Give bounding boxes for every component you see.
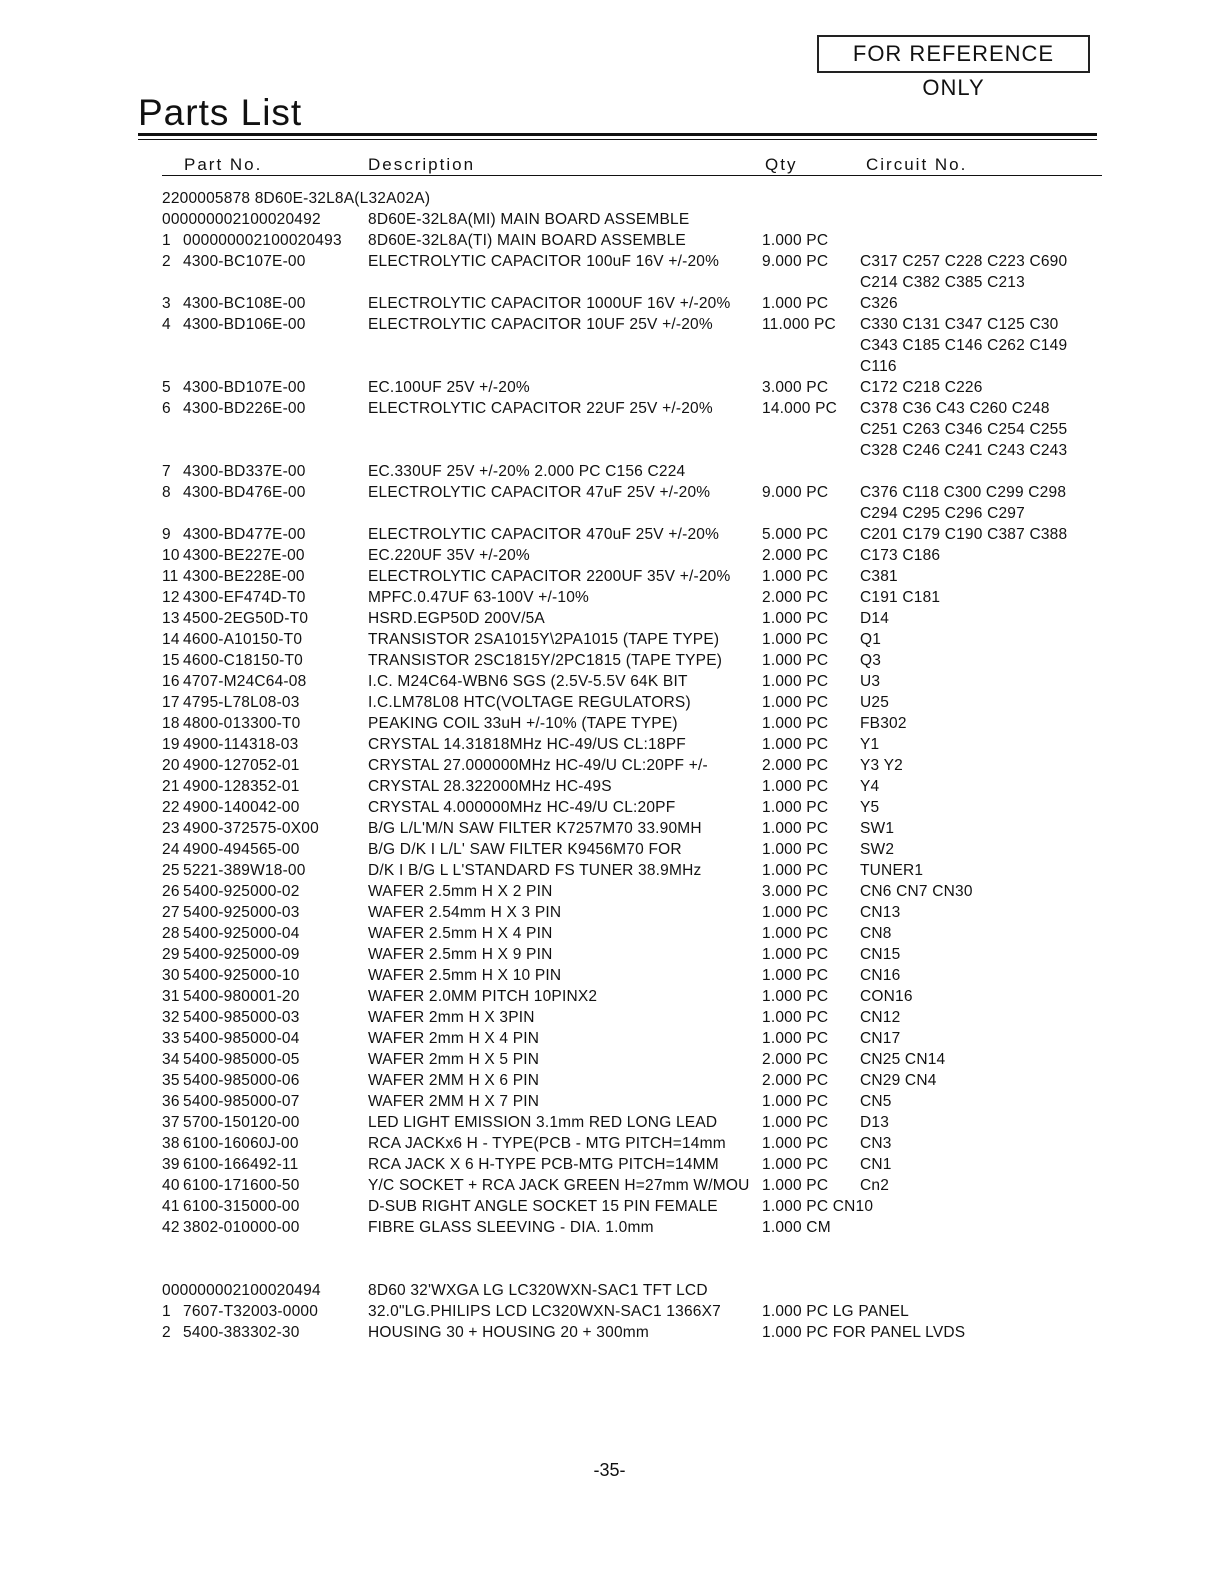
description: EC.100UF 25V +/-20% bbox=[368, 379, 530, 396]
quantity: 1.000 PC bbox=[762, 1030, 829, 1047]
row-number: 34 bbox=[162, 1051, 180, 1068]
circuit-number: C191 C181 bbox=[860, 589, 941, 606]
description: RCA JACK X 6 H-TYPE PCB-MTG PITCH=14MM bbox=[368, 1156, 719, 1173]
table-row bbox=[0, 1154, 1219, 1175]
quantity: 1.000 PC bbox=[762, 778, 829, 795]
row-number: 9 bbox=[162, 526, 171, 543]
quantity: 1.000 PC bbox=[762, 988, 829, 1005]
circuit-number: C294 C295 C296 C297 bbox=[860, 505, 1025, 522]
table-row bbox=[0, 650, 1219, 671]
description: I.C.LM78L08 HTC(VOLTAGE REGULATORS) bbox=[368, 694, 691, 711]
quantity: 1.000 PC bbox=[762, 820, 829, 837]
table-row bbox=[0, 461, 1219, 482]
table-row bbox=[0, 986, 1219, 1007]
circuit-number: TUNER1 bbox=[860, 862, 924, 879]
circuit-number: D14 bbox=[860, 610, 890, 627]
description: TRANSISTOR 2SC1815Y/2PC1815 (TAPE TYPE) bbox=[368, 652, 723, 669]
table-row bbox=[0, 503, 1219, 524]
row-number: 000000002100020494 bbox=[162, 1282, 321, 1299]
description: WAFER 2mm H X 5 PIN bbox=[368, 1051, 540, 1068]
circuit-number: Y5 bbox=[860, 799, 880, 816]
part-number: 5400-985000-06 bbox=[183, 1072, 300, 1089]
circuit-number: CN1 bbox=[860, 1156, 892, 1173]
part-number: 4300-BC108E-00 bbox=[183, 295, 306, 312]
table-row bbox=[0, 902, 1219, 923]
description: ELECTROLYTIC CAPACITOR 22UF 25V +/-20% bbox=[368, 400, 713, 417]
quantity: 2.000 PC bbox=[762, 1051, 829, 1068]
part-number: 6100-171600-50 bbox=[183, 1177, 300, 1194]
table-row bbox=[0, 251, 1219, 272]
circuit-number: CN13 bbox=[860, 904, 901, 921]
quantity: 14.000 PC bbox=[762, 400, 838, 417]
quantity: 1.000 PC bbox=[762, 1114, 829, 1131]
circuit-number: C317 C257 C228 C223 C690 bbox=[860, 253, 1068, 270]
description: TRANSISTOR 2SA1015Y\2PA1015 (TAPE TYPE) bbox=[368, 631, 720, 648]
description: WAFER 2MM H X 7 PIN bbox=[368, 1093, 540, 1110]
quantity: 1.000 PC CN10 bbox=[762, 1198, 874, 1215]
description: 8D60E-32L8A(MI) MAIN BOARD ASSEMBLE bbox=[368, 211, 690, 228]
part-number: 7607-T32003-0000 bbox=[183, 1303, 319, 1320]
description: HOUSING 30 + HOUSING 20 + 300mm bbox=[368, 1324, 649, 1341]
table-row bbox=[0, 1028, 1219, 1049]
circuit-number: Cn2 bbox=[860, 1177, 890, 1194]
quantity: 1.000 CM bbox=[762, 1219, 831, 1236]
table-row bbox=[0, 797, 1219, 818]
table-row bbox=[0, 209, 1219, 230]
description: WAFER 2.54mm H X 3 PIN bbox=[368, 904, 562, 921]
row-number: 42 bbox=[162, 1219, 180, 1236]
description: D/K I B/G L L'STANDARD FS TUNER 38.9MHz bbox=[368, 862, 702, 879]
row-number: 38 bbox=[162, 1135, 180, 1152]
circuit-number: Y4 bbox=[860, 778, 880, 795]
table-row bbox=[0, 545, 1219, 566]
row-number: 31 bbox=[162, 988, 180, 1005]
description: 32.0"LG.PHILIPS LCD LC320WXN-SAC1 1366X7 bbox=[368, 1303, 721, 1320]
part-number: 4300-BC107E-00 bbox=[183, 253, 306, 270]
part-number: 4300-BD226E-00 bbox=[183, 400, 306, 417]
description: 8D60 32'WXGA LG LC320WXN-SAC1 TFT LCD bbox=[368, 1282, 708, 1299]
part-number: 4795-L78L08-03 bbox=[183, 694, 300, 711]
part-number: 6100-16060J-00 bbox=[183, 1135, 299, 1152]
row-number: 29 bbox=[162, 946, 180, 963]
table-row bbox=[0, 1196, 1219, 1217]
quantity: 9.000 PC bbox=[762, 253, 829, 270]
quantity: 5.000 PC bbox=[762, 526, 829, 543]
description: EC.330UF 25V +/-20% 2.000 PC C156 C224 bbox=[368, 463, 686, 480]
column-headers bbox=[162, 155, 1102, 176]
description: FIBRE GLASS SLEEVING - DIA. 1.0mm bbox=[368, 1219, 654, 1236]
header-part-no: Part No. bbox=[184, 155, 263, 174]
row-heading: 2200005878 8D60E-32L8A(L32A02A) bbox=[162, 190, 431, 207]
table-row bbox=[0, 419, 1219, 440]
table-row bbox=[0, 671, 1219, 692]
row-number: 26 bbox=[162, 883, 180, 900]
description: I.C. M24C64-WBN6 SGS (2.5V-5.5V 64K BIT bbox=[368, 673, 688, 690]
circuit-number: U3 bbox=[860, 673, 881, 690]
part-number: 4600-C18150-T0 bbox=[183, 652, 303, 669]
row-number: 32 bbox=[162, 1009, 180, 1026]
page-number: -35- bbox=[593, 1460, 626, 1480]
circuit-number: CN12 bbox=[860, 1009, 901, 1026]
description: ELECTROLYTIC CAPACITOR 47uF 25V +/-20% bbox=[368, 484, 711, 501]
part-number: 4300-BD107E-00 bbox=[183, 379, 306, 396]
table-row bbox=[0, 272, 1219, 293]
description: Y/C SOCKET + RCA JACK GREEN H=27mm W/MOU bbox=[368, 1177, 750, 1194]
quantity: 1.000 PC bbox=[762, 1156, 829, 1173]
description: PEAKING COIL 33uH +/-10% (TAPE TYPE) bbox=[368, 715, 678, 732]
circuit-number: C330 C131 C347 C125 C30 bbox=[860, 316, 1059, 333]
description: CRYSTAL 14.31818MHz HC-49/US CL:18PF bbox=[368, 736, 686, 753]
part-number: 3802-010000-00 bbox=[183, 1219, 300, 1236]
quantity: 1.000 PC bbox=[762, 967, 829, 984]
part-number: 4900-494565-00 bbox=[183, 841, 300, 858]
circuit-number: C376 C118 C300 C299 C298 bbox=[860, 484, 1067, 501]
description: WAFER 2.5mm H X 4 PIN bbox=[368, 925, 553, 942]
circuit-number: CN3 bbox=[860, 1135, 892, 1152]
part-number: 4500-2EG50D-T0 bbox=[183, 610, 309, 627]
circuit-number: Q3 bbox=[860, 652, 882, 669]
circuit-number: C378 C36 C43 C260 C248 bbox=[860, 400, 1050, 417]
part-number: 4900-114318-03 bbox=[183, 736, 299, 753]
quantity: 2.000 PC bbox=[762, 589, 829, 606]
description: ELECTROLYTIC CAPACITOR 100uF 16V +/-20% bbox=[368, 253, 720, 270]
description: CRYSTAL 4.000000MHz HC-49/U CL:20PF bbox=[368, 799, 676, 816]
quantity: 1.000 PC bbox=[762, 631, 829, 648]
row-number: 25 bbox=[162, 862, 180, 879]
quantity: 2.000 PC bbox=[762, 1072, 829, 1089]
circuit-number: CN15 bbox=[860, 946, 901, 963]
description: 8D60E-32L8A(TI) MAIN BOARD ASSEMBLE bbox=[368, 232, 686, 249]
part-number: 5400-925000-02 bbox=[183, 883, 300, 900]
table-row bbox=[0, 818, 1219, 839]
table-row bbox=[0, 755, 1219, 776]
table-row bbox=[0, 839, 1219, 860]
quantity: 1.000 PC bbox=[762, 1093, 829, 1110]
row-number: 37 bbox=[162, 1114, 180, 1131]
part-number: 5700-150120-00 bbox=[183, 1114, 300, 1131]
description: ELECTROLYTIC CAPACITOR 2200UF 35V +/-20% bbox=[368, 568, 731, 585]
circuit-number: C251 C263 C346 C254 C255 bbox=[860, 421, 1068, 438]
row-number: 12 bbox=[162, 589, 180, 606]
row-number: 8 bbox=[162, 484, 171, 501]
description: D-SUB RIGHT ANGLE SOCKET 15 PIN FEMALE bbox=[368, 1198, 718, 1215]
circuit-number: C116 bbox=[860, 358, 897, 375]
table-row bbox=[0, 440, 1219, 461]
part-number: 4300-BE228E-00 bbox=[183, 568, 305, 585]
quantity: 1.000 PC bbox=[762, 736, 829, 753]
table-row bbox=[0, 860, 1219, 881]
row-number: 40 bbox=[162, 1177, 180, 1194]
description: ELECTROLYTIC CAPACITOR 470uF 25V +/-20% bbox=[368, 526, 720, 543]
row-number: 4 bbox=[162, 316, 171, 333]
description: ELECTROLYTIC CAPACITOR 1000UF 16V +/-20% bbox=[368, 295, 731, 312]
part-number: 4300-BE227E-00 bbox=[183, 547, 305, 564]
part-number: 5400-925000-04 bbox=[183, 925, 300, 942]
part-number: 5400-925000-09 bbox=[183, 946, 300, 963]
circuit-number: C201 C179 C190 C387 C388 bbox=[860, 526, 1068, 543]
description: ELECTROLYTIC CAPACITOR 10UF 25V +/-20% bbox=[368, 316, 713, 333]
table-row bbox=[0, 776, 1219, 797]
table-row bbox=[0, 230, 1219, 251]
circuit-number: SW2 bbox=[860, 841, 895, 858]
quantity: 1.000 PC bbox=[762, 904, 829, 921]
part-number: 5400-383302-30 bbox=[183, 1324, 300, 1341]
table-row bbox=[0, 734, 1219, 755]
table-row bbox=[0, 1217, 1219, 1238]
table-row bbox=[0, 881, 1219, 902]
part-number: 6100-166492-11 bbox=[183, 1156, 299, 1173]
page-title: Parts List bbox=[138, 92, 303, 133]
circuit-number: C343 C185 C146 C262 C149 bbox=[860, 337, 1068, 354]
row-number: 2 bbox=[162, 1324, 171, 1341]
table-row bbox=[0, 1070, 1219, 1091]
part-number: 000000002100020493 bbox=[183, 232, 342, 249]
circuit-number: CN6 CN7 CN30 bbox=[860, 883, 973, 900]
row-number: 14 bbox=[162, 631, 180, 648]
quantity: 1.000 PC bbox=[762, 1135, 829, 1152]
circuit-number: CN17 bbox=[860, 1030, 901, 1047]
part-number: 5400-985000-05 bbox=[183, 1051, 300, 1068]
description: LED LIGHT EMISSION 3.1mm RED LONG LEAD bbox=[368, 1114, 718, 1131]
circuit-number: SW1 bbox=[860, 820, 895, 837]
table-row bbox=[0, 524, 1219, 545]
table-row bbox=[0, 944, 1219, 965]
row-number: 21 bbox=[162, 778, 180, 795]
circuit-number: CN25 CN14 bbox=[860, 1051, 946, 1068]
title-rule-thick bbox=[138, 133, 1097, 136]
row-number: 5 bbox=[162, 379, 171, 396]
table-row bbox=[0, 1280, 1219, 1301]
description: CRYSTAL 28.322000MHz HC-49S bbox=[368, 778, 612, 795]
table-row bbox=[0, 356, 1219, 377]
description: RCA JACKx6 H - TYPE(PCB - MTG PITCH=14mm bbox=[368, 1135, 726, 1152]
part-number: 4300-BD476E-00 bbox=[183, 484, 306, 501]
row-number: 39 bbox=[162, 1156, 180, 1173]
table-row bbox=[0, 1301, 1219, 1322]
description: EC.220UF 35V +/-20% bbox=[368, 547, 530, 564]
row-number: 23 bbox=[162, 820, 180, 837]
part-number: 5400-985000-07 bbox=[183, 1093, 300, 1110]
quantity: 2.000 PC bbox=[762, 547, 829, 564]
quantity: 3.000 PC bbox=[762, 379, 829, 396]
table-row bbox=[0, 713, 1219, 734]
description: CRYSTAL 27.000000MHz HC-49/U CL:20PF +/- bbox=[368, 757, 708, 774]
row-number: 24 bbox=[162, 841, 180, 858]
table-row bbox=[0, 965, 1219, 986]
table-row bbox=[0, 188, 1219, 209]
table-row bbox=[0, 482, 1219, 503]
quantity: 1.000 PC bbox=[762, 295, 829, 312]
row-number: 6 bbox=[162, 400, 171, 417]
row-number: 19 bbox=[162, 736, 180, 753]
circuit-number: FB302 bbox=[860, 715, 907, 732]
circuit-number: CN29 CN4 bbox=[860, 1072, 937, 1089]
row-number: 27 bbox=[162, 904, 180, 921]
table-row bbox=[0, 566, 1219, 587]
description: B/G D/K I L/L' SAW FILTER K9456M70 FOR bbox=[368, 841, 682, 858]
part-number: 4300-BD477E-00 bbox=[183, 526, 306, 543]
row-number: 7 bbox=[162, 463, 171, 480]
circuit-number: C328 C246 C241 C243 C243 bbox=[860, 442, 1068, 459]
part-number: 5400-985000-04 bbox=[183, 1030, 300, 1047]
description: WAFER 2.0MM PITCH 10PINX2 bbox=[368, 988, 598, 1005]
quantity: 1.000 PC bbox=[762, 841, 829, 858]
part-number: 4900-128352-01 bbox=[183, 778, 300, 795]
table-row bbox=[0, 629, 1219, 650]
description: WAFER 2mm H X 3PIN bbox=[368, 1009, 535, 1026]
row-number: 1 bbox=[162, 1303, 171, 1320]
header-circuit-no: Circuit No. bbox=[866, 155, 968, 174]
quantity: 1.000 PC bbox=[762, 652, 829, 669]
quantity: 1.000 PC bbox=[762, 673, 829, 690]
part-number: 4600-A10150-T0 bbox=[183, 631, 303, 648]
description: B/G L/L'M/N SAW FILTER K7257M70 33.90MH bbox=[368, 820, 702, 837]
table-row bbox=[0, 1091, 1219, 1112]
row-number: 000000002100020492 bbox=[162, 211, 321, 228]
row-number: 13 bbox=[162, 610, 180, 627]
quantity: 1.000 PC bbox=[762, 946, 829, 963]
row-number: 3 bbox=[162, 295, 171, 312]
table-row bbox=[0, 377, 1219, 398]
quantity: 9.000 PC bbox=[762, 484, 829, 501]
part-number: 5400-925000-03 bbox=[183, 904, 300, 921]
description: WAFER 2MM H X 6 PIN bbox=[368, 1072, 540, 1089]
quantity: 1.000 PC bbox=[762, 1009, 829, 1026]
table-row bbox=[0, 1049, 1219, 1070]
quantity: 1.000 PC bbox=[762, 925, 829, 942]
table-row bbox=[0, 692, 1219, 713]
reference-stamp: FOR REFERENCE ONLY bbox=[817, 35, 1090, 73]
header-description: Description bbox=[368, 155, 476, 174]
table-row bbox=[0, 923, 1219, 944]
row-number: 20 bbox=[162, 757, 180, 774]
part-number: 4800-013300-T0 bbox=[183, 715, 301, 732]
circuit-number: Y3 Y2 bbox=[860, 757, 903, 774]
quantity: 1.000 PC FOR PANEL LVDS bbox=[762, 1324, 966, 1341]
description: WAFER 2.5mm H X 2 PIN bbox=[368, 883, 553, 900]
quantity: 1.000 PC bbox=[762, 799, 829, 816]
part-number: 5400-925000-10 bbox=[183, 967, 300, 984]
circuit-number: D13 bbox=[860, 1114, 890, 1131]
row-number: 22 bbox=[162, 799, 180, 816]
part-number: 4900-127052-01 bbox=[183, 757, 300, 774]
quantity: 1.000 PC bbox=[762, 232, 829, 249]
quantity: 1.000 PC bbox=[762, 862, 829, 879]
table-row bbox=[0, 1007, 1219, 1028]
part-number: 4300-BD106E-00 bbox=[183, 316, 306, 333]
quantity: 3.000 PC bbox=[762, 883, 829, 900]
quantity: 1.000 PC bbox=[762, 694, 829, 711]
quantity: 1.000 PC bbox=[762, 1177, 829, 1194]
row-number: 1 bbox=[162, 232, 171, 249]
part-number: 5221-389W18-00 bbox=[183, 862, 306, 879]
row-number: 2 bbox=[162, 253, 171, 270]
part-number: 6100-315000-00 bbox=[183, 1198, 300, 1215]
part-number: 4300-EF474D-T0 bbox=[183, 589, 306, 606]
row-number: 28 bbox=[162, 925, 180, 942]
table-row bbox=[0, 587, 1219, 608]
circuit-number: C326 bbox=[860, 295, 898, 312]
table-row bbox=[0, 1322, 1219, 1343]
description: WAFER 2mm H X 4 PIN bbox=[368, 1030, 540, 1047]
circuit-number: Y1 bbox=[860, 736, 880, 753]
row-number: 15 bbox=[162, 652, 180, 669]
quantity: 1.000 PC bbox=[762, 610, 829, 627]
part-number: 5400-980001-20 bbox=[183, 988, 300, 1005]
circuit-number: C381 bbox=[860, 568, 898, 585]
table-row bbox=[0, 398, 1219, 419]
part-number: 5400-985000-03 bbox=[183, 1009, 300, 1026]
description: WAFER 2.5mm H X 9 PIN bbox=[368, 946, 553, 963]
table-row bbox=[0, 608, 1219, 629]
row-number: 33 bbox=[162, 1030, 180, 1047]
table-row bbox=[0, 335, 1219, 356]
part-number: 4900-140042-00 bbox=[183, 799, 300, 816]
row-number: 30 bbox=[162, 967, 180, 984]
part-number: 4707-M24C64-08 bbox=[183, 673, 307, 690]
row-number: 16 bbox=[162, 673, 180, 690]
description: HSRD.EGP50D 200V/5A bbox=[368, 610, 545, 627]
circuit-number: CON16 bbox=[860, 988, 913, 1005]
description: MPFC.0.47UF 63-100V +/-10% bbox=[368, 589, 590, 606]
table-row bbox=[0, 293, 1219, 314]
row-number: 11 bbox=[162, 568, 179, 585]
title-rule-thin bbox=[138, 139, 1097, 140]
circuit-number: C173 C186 bbox=[860, 547, 941, 564]
row-number: 41 bbox=[162, 1198, 180, 1215]
circuit-number: C172 C218 C226 bbox=[860, 379, 983, 396]
table-row bbox=[0, 314, 1219, 335]
quantity: 1.000 PC bbox=[762, 715, 829, 732]
quantity: 1.000 PC bbox=[762, 568, 829, 585]
table-row bbox=[0, 1175, 1219, 1196]
quantity: 11.000 PC bbox=[762, 316, 836, 333]
row-number: 10 bbox=[162, 547, 180, 564]
circuit-number: Q1 bbox=[860, 631, 882, 648]
row-number: 17 bbox=[162, 694, 180, 711]
circuit-number: CN16 bbox=[860, 967, 901, 984]
table-row bbox=[0, 1133, 1219, 1154]
table-row bbox=[0, 1112, 1219, 1133]
quantity: 2.000 PC bbox=[762, 757, 829, 774]
circuit-number: CN5 bbox=[860, 1093, 892, 1110]
quantity: 1.000 PC LG PANEL bbox=[762, 1303, 909, 1320]
circuit-number: C214 C382 C385 C213 bbox=[860, 274, 1025, 291]
row-number: 36 bbox=[162, 1093, 180, 1110]
row-number: 35 bbox=[162, 1072, 180, 1089]
header-qty: Qty bbox=[765, 155, 798, 174]
description: WAFER 2.5mm H X 10 PIN bbox=[368, 967, 562, 984]
part-number: 4900-372575-0X00 bbox=[183, 820, 319, 837]
row-number: 18 bbox=[162, 715, 180, 732]
part-number: 4300-BD337E-00 bbox=[183, 463, 306, 480]
circuit-number: U25 bbox=[860, 694, 890, 711]
circuit-number: CN8 bbox=[860, 925, 892, 942]
